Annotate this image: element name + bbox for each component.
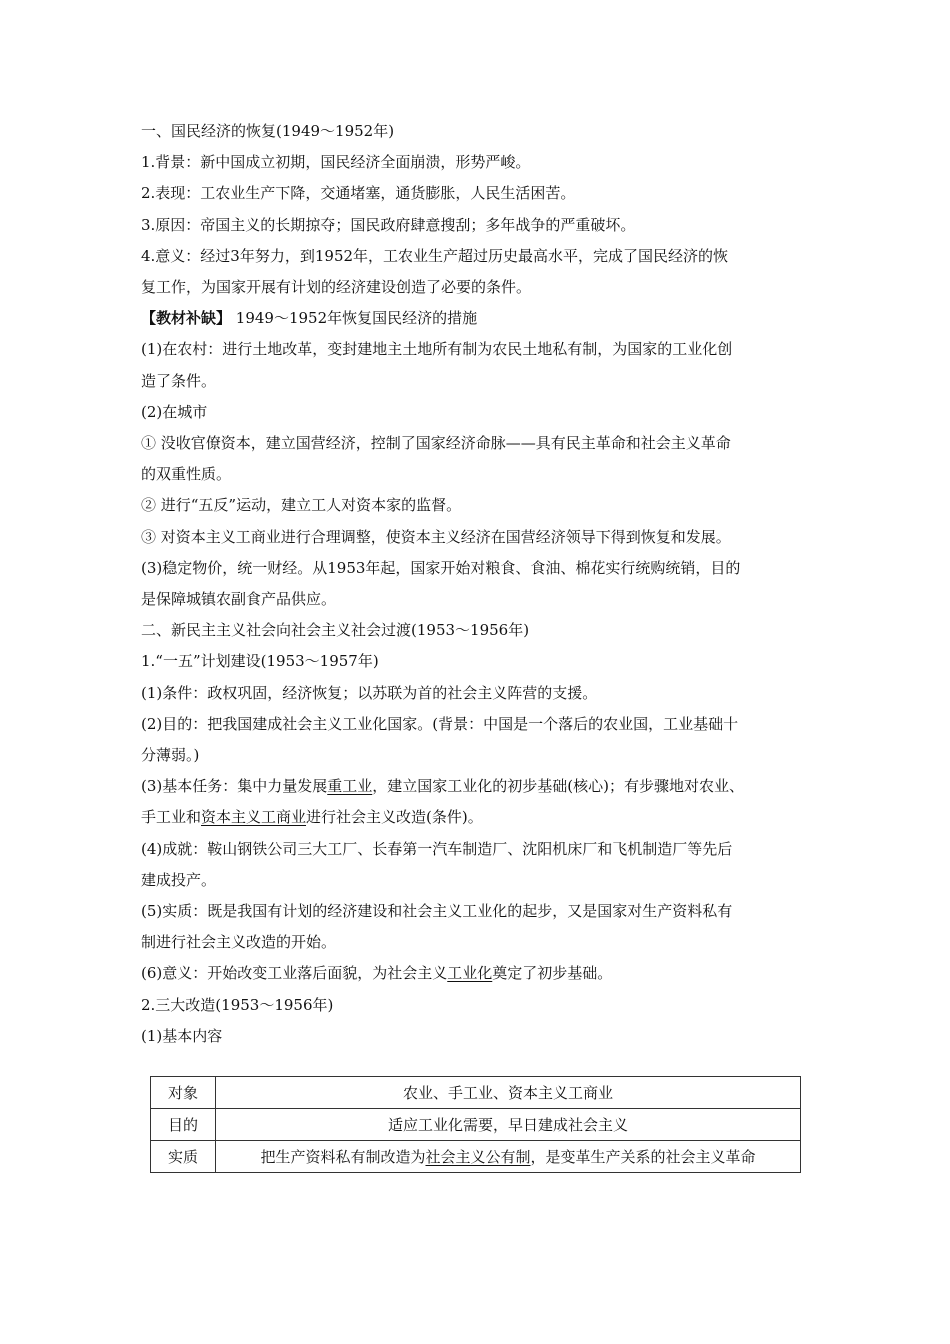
manifestation-item: 2.表现：工农业生产下降，交通堵塞，通货膨胀，人民生活困苦。 — [141, 184, 576, 203]
plan-tasks-cont — [141, 802, 811, 833]
basic-content-heading: (1)基本内容 — [141, 1026, 223, 1045]
underlined-term: 资本主义工商业 — [201, 808, 307, 827]
three-transformations-title: 2.三大改造(1953～1956年) — [141, 995, 334, 1014]
document-body — [141, 116, 811, 1052]
plan-tasks-text: 手工业和 — [141, 808, 202, 827]
plan-significance — [141, 958, 811, 989]
background-item: 1.背景：新中国成立初期，国民经济全面崩溃，形势严峻。 — [141, 153, 531, 172]
row-content — [216, 1141, 801, 1173]
supplement-title: 1949～1952年恢复国民经济的措施 — [231, 309, 478, 328]
plan-essence: (5)实质：既是我国有计划的经济建设和社会主义工业化的起步，又是国家对生产资料私有 — [141, 902, 733, 921]
table-row — [151, 1077, 801, 1109]
plan-significance-text: 奠定了初步基础。 — [492, 964, 613, 983]
five-year-plan-title: 1.“一五”计划建设(1953～1957年) — [141, 652, 379, 671]
row-header: 目的 — [151, 1109, 216, 1141]
urban-measure-1: ① 没收官僚资本，建立国营经济，控制了国家经济命脉——具有民主革命和社会主义革命 — [141, 434, 731, 453]
underlined-term: 社会主义公有制 — [425, 1148, 531, 1166]
table-row — [151, 1109, 801, 1141]
plan-essence-cont: 制进行社会主义改造的开始。 — [141, 933, 337, 952]
supplement-heading — [141, 303, 811, 334]
row-content-text: 把生产资料私有制改造为 — [260, 1148, 426, 1166]
transformation-table — [150, 1076, 801, 1173]
rural-measure-cont: 造了条件。 — [141, 371, 217, 390]
urban-measure-2: ② 进行“五反”运动，建立工人对资本家的监督。 — [141, 496, 462, 515]
table-row — [151, 1141, 801, 1173]
underlined-term: 重工业 — [327, 777, 373, 796]
cause-item: 3.原因：帝国主义的长期掠夺；国民政府肆意搜刮；多年战争的严重破坏。 — [141, 215, 636, 234]
row-content-text: ，是变革生产关系的社会主义革命 — [530, 1148, 756, 1166]
significance-item: 4.意义：经过3年努力，到1952年，工农业生产超过历史最高水平，完成了国民经济的恢 — [141, 246, 729, 265]
price-stabilization-cont: 是保障城镇农副食产品供应。 — [141, 590, 337, 609]
plan-conditions: (1)条件：政权巩固，经济恢复；以苏联为首的社会主义阵营的支援。 — [141, 683, 598, 702]
plan-tasks-text: ，建立国家工业化的初步基础(核心)；有步骤地对农业、 — [372, 777, 744, 796]
price-stabilization: (3)稳定物价，统一财经。从1953年起，国家开始对粮食、食油、棉花实行统购统销，目的 — [141, 558, 741, 577]
plan-achievements: (4)成就：鞍山钢铁公司三大工厂、长春第一汽车制造厂、沈阳机床厂和飞机制造厂等先后 — [141, 839, 733, 858]
plan-tasks — [141, 771, 811, 802]
rural-measure: (1)在农村：进行土地改革，变封建地主土地所有制为农民土地私有制，为国家的工业化创 — [141, 340, 733, 359]
row-content: 农业、手工业、资本主义工商业 — [216, 1077, 801, 1109]
row-header: 对象 — [151, 1077, 216, 1109]
row-content: 适应工业化需要，早日建成社会主义 — [216, 1109, 801, 1141]
section-1-title: 一、国民经济的恢复(1949～1952年) — [141, 122, 395, 140]
urban-measure-heading: (2)在城市 — [141, 402, 208, 421]
supplement-tag: 【教材补缺】 — [141, 309, 232, 328]
plan-tasks-text: (3)基本任务：集中力量发展 — [141, 777, 328, 796]
urban-measure-1-cont: 的双重性质。 — [141, 465, 232, 484]
significance-item-cont: 复工作，为国家开展有计划的经济建设创造了必要的条件。 — [141, 278, 532, 297]
plan-purpose-cont: 分薄弱。) — [141, 746, 200, 765]
section-2-title: 二、新民主主义社会向社会主义社会过渡(1953～1956年) — [141, 621, 530, 640]
urban-measure-3: ③ 对资本主义工商业进行合理调整，使资本主义经济在国营经济领导下得到恢复和发展。 — [141, 527, 731, 546]
underlined-term: 工业化 — [447, 964, 493, 983]
row-header: 实质 — [151, 1141, 216, 1173]
plan-purpose: (2)目的：把我国建成社会主义工业化国家。(背景：中国是一个落后的农业国，工业基础十 — [141, 714, 739, 733]
plan-achievements-cont: 建成投产。 — [141, 870, 217, 889]
plan-significance-text: (6)意义：开始改变工业落后面貌，为社会主义 — [141, 964, 448, 983]
plan-tasks-text: 进行社会主义改造(条件)。 — [306, 808, 483, 827]
